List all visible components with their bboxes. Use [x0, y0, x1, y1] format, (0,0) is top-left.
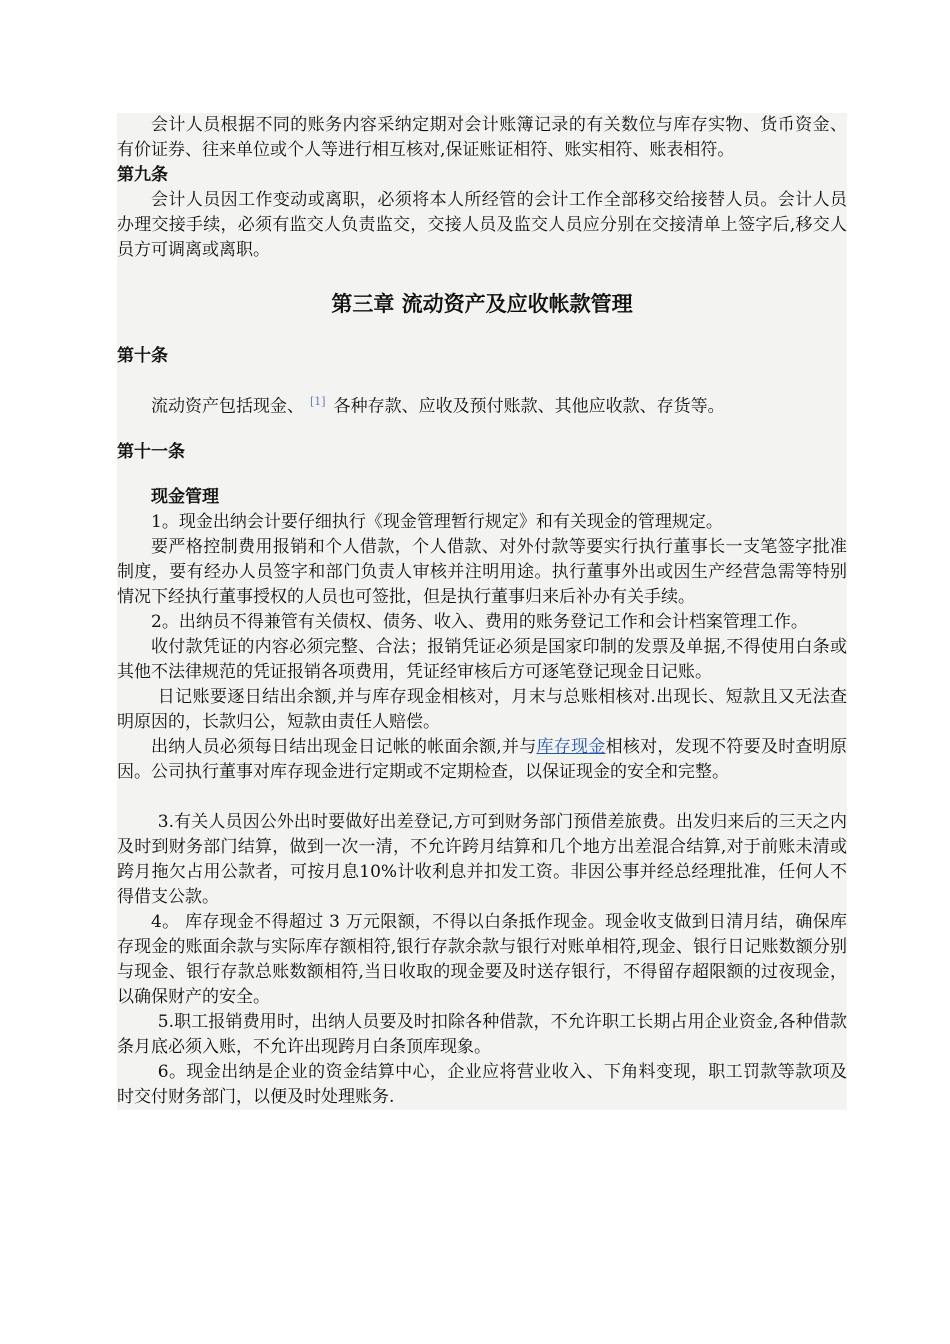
- article-10-text-start: 流动资产包括现金、: [151, 396, 304, 417]
- cash-item-2-vouchers: 收付款凭证的内容必须完整、合法；报销凭证必须是国家印制的发票及单据,不得使用白条或其他不法律规范的凭证报销各项费用，凭证经审核后方可逐笔登记现金日记账。: [117, 636, 847, 682]
- cash-item-2-cashier-end: 相核对，发现不符要及时查明原因。公司执行董事对库存现金进行定期或不定期检查，以保证现金的安全和完整。: [117, 736, 848, 782]
- chapter-3-title: 第三章 流动资产及应收帐款管理: [331, 291, 633, 316]
- cash-item-2-journal: 日记账要逐日结出余额,并与库存现金相核对，月末与总账相核对.出现长、短款且又无法查明原因的，长款归公，短款由责任人赔偿。: [117, 686, 847, 732]
- article-9-body: 会计人员因工作变动或离职，必须将本人所经管的会计工作全部移交给接替人员。会计人员办理交接手续，必须有监交人负责监交，交接人员及监交人员应分别在交接清单上签字后,移交人员方可调离或离职。: [117, 190, 847, 260]
- cash-item-1: 1。现金出纳会计要仔细执行《现金管理暂行规定》和有关现金的管理规定。: [151, 511, 723, 532]
- footnote-ref[interactable]: [1]: [310, 395, 326, 408]
- cash-item-1-detail: 要严格控制费用报销和个人借款，个人借款、对外付款等要实行执行董事长一支笔签字批准制度，要有经办人员签字和部门负责人审核并注明用途。执行董事外出或因生产经营急需等特别情况下经执行董事授权的人员也可签批，但是执行董事归来后补办有关手续。: [117, 536, 847, 607]
- cash-item-3: 3.有关人员因公外出时要做好出差登记,方可到财务部门预借差旅费。出发归来后的三天之内及时到财务部门结算，做到一次一清，不允许跨月结算和几个地方出差混合结算,对于前账未清或跨月拖欠占用公款者，可按月息10%计收利息并扣发工资。非因公事并经总经理批准，任何人不得借支公款。: [117, 811, 847, 907]
- article-9-heading: 第九条: [117, 165, 168, 185]
- article-10-text-end: 各种存款、应收及预付账款、其他应收款、存货等。: [333, 396, 725, 417]
- blank-line: [117, 785, 847, 810]
- cash-item-4: 4。 库存现金不得超过 3 万元限额，不得以白条抵作现金。现金收支做到日清月结，确保库存现金的账面余款与实际库存额相符,银行存款余款与银行对账单相符,现金、银行日记账数额分别与现金、银行存款总账数额相符,当日收取的现金要及时送存银行，不得留存超限额的过夜现金，以确保财产的安全。: [117, 911, 847, 1007]
- cash-item-2: 2。出纳员不得兼管有关债权、债务、收入、费用的账务登记工作和会计档案管理工作。: [151, 611, 808, 632]
- paragraph-reconciliation: 会计人员根据不同的账务内容采纳定期对会计账簿记录的有关数位与库存实物、货币资金、有价证券、往来单位或个人等进行相互核对,保证账证相符、账实相符、账表相符。: [117, 115, 847, 160]
- cash-item-6: 6。现金出纳是企业的资金结算中心，企业应将营业收入、下角料变现，职工罚款等款项及时交付财务部门，以便及时处理账务.: [117, 1061, 847, 1107]
- cash-item-2-cashier-start: 出纳人员必须每日结出现金日记帐的帐面余额,并与: [151, 736, 537, 757]
- cash-management-subheading: 现金管理: [151, 486, 219, 507]
- article-10-heading: 第十条: [117, 346, 168, 366]
- article-11-heading: 第十一条: [117, 441, 185, 462]
- cash-item-5: 5.职工报销费用时，出纳人员要及时扣除各种借款，不允许职工长期占用企业资金,各种借款条月底必须入账，不允许出现跨月白条顶库现象。: [117, 1011, 847, 1057]
- document-body: [117, 113, 847, 1110]
- inventory-cash-link[interactable]: 库存现金: [536, 736, 606, 757]
- cash-item-2-cashier: [117, 735, 847, 785]
- article-10-body: [117, 389, 847, 420]
